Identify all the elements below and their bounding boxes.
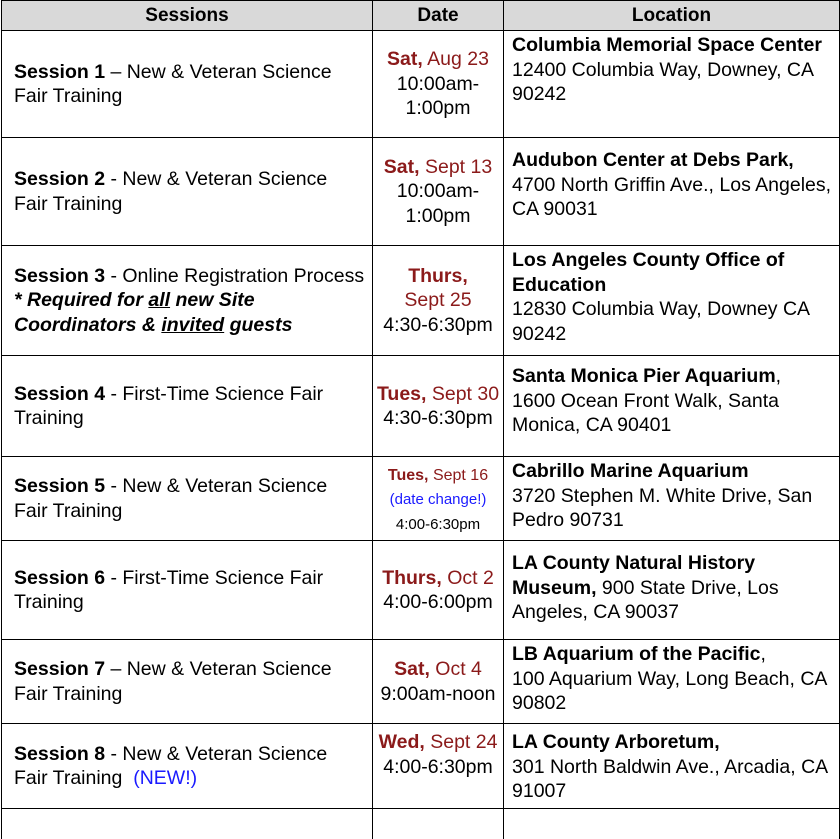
date-cell [373,356,504,457]
session-cell [2,457,373,541]
date-time: 10:00am-1:00pm [397,73,479,120]
new-tag: (NEW!) [133,767,197,789]
location-name: LA County Natural History Museum, [512,552,755,599]
date-day: Thurs, [382,567,442,589]
location-address: 900 State Drive, Los Angeles, CA 90037 [512,577,779,624]
session-number: Session 8 [14,743,105,765]
date-month: Sept 13 [420,156,493,178]
location-name-suffix: , [776,365,781,387]
session-description: - New & Veteran Science Fair Training [14,168,327,215]
header-date: Date [373,1,504,31]
trailing-cell [373,809,504,839]
date-cell [373,31,504,138]
required-note-all: all [148,289,170,311]
date-change-note: (date change!) [390,491,487,508]
session-row-7 [2,640,840,724]
location-name: LA County Arboretum, [512,731,720,753]
session-description: – New & Veteran Science Fair Training [14,658,332,705]
location-cell [504,138,840,246]
session-number: Session 7 [14,658,105,680]
required-note [14,289,292,336]
date-cell [373,138,504,246]
session-number: Session 1 [14,61,105,83]
session-description: - Online Registration Process [105,265,364,287]
session-row-6 [2,541,840,640]
header-location: Location [504,1,840,31]
date-day: Sat, [394,658,430,680]
location-address: 301 North Baldwin Ave., Arcadia, CA 91007 [512,756,827,803]
location-cell [504,356,840,457]
date-time: 9:00am-noon [381,683,496,705]
location-address: 4700 North Griffin Ave., Los Angeles, CA 90031 [512,174,831,221]
date-time: 4:00-6:30pm [396,516,480,533]
date-month: Aug 23 [423,48,489,70]
session-row-2 [2,138,840,246]
header-row [2,1,840,31]
required-note-text: * Required for [14,289,148,311]
location-name: Los Angeles County Office of Education [512,249,784,296]
date-cell [373,541,504,640]
session-row-5 [2,457,840,541]
date-time: 10:00am-1:00pm [397,180,479,227]
session-row-3 [2,246,840,356]
session-cell [2,246,373,356]
location-address: 3720 Stephen M. White Drive, San Pedro 90731 [512,485,812,532]
required-note-invited: invited [161,314,224,336]
session-cell [2,138,373,246]
session-cell [2,640,373,724]
date-time: 4:00-6:00pm [383,591,493,613]
session-number: Session 6 [14,567,105,589]
location-address: 12400 Columbia Way, Downey, CA 90242 [512,59,813,106]
trailing-row [2,809,840,839]
session-number: Session 5 [14,475,105,497]
location-cell [504,640,840,724]
location-name: Cabrillo Marine Aquarium [512,460,749,482]
session-number: Session 2 [14,168,105,190]
date-time: 4:30-6:30pm [383,314,493,336]
required-note-text: new Site Coordinators & [14,289,255,336]
location-address: 12830 Columbia Way, Downey CA 90242 [512,298,809,345]
date-cell [373,246,504,356]
date-day: Tues, [377,383,426,405]
date-month: Sept 16 [429,467,489,484]
sessions-table [1,0,840,839]
location-cell [504,541,840,640]
session-description: - First-Time Science Fair Training [14,567,323,614]
session-row-4 [2,356,840,457]
date-month: Sept 25 [404,289,471,311]
session-cell [2,31,373,138]
date-month: Oct 2 [442,567,494,589]
date-month: Sept 24 [425,731,498,753]
session-number: Session 4 [14,383,105,405]
location-name: LB Aquarium of the Pacific [512,643,760,665]
trailing-cell [2,809,373,839]
date-time: 4:30-6:30pm [383,407,493,429]
date-month: Oct 4 [430,658,482,680]
session-description: - New & Veteran Science Fair Training [14,743,333,790]
location-cell [504,724,840,809]
trailing-cell [504,809,840,839]
location-name: Columbia Memorial Space Center [512,34,822,56]
session-row-8 [2,724,840,809]
date-day: Sat, [384,156,420,178]
location-address: 1600 Ocean Front Walk, Santa Monica, CA 90401 [512,390,779,437]
session-row-1 [2,31,840,138]
required-note-text: guests [224,314,292,336]
date-cell [373,724,504,809]
date-cell [373,640,504,724]
date-month: Sept 30 [426,383,499,405]
date-day: Wed, [379,731,425,753]
header-sessions: Sessions [2,1,373,31]
location-name-suffix: , [760,643,765,665]
location-cell [504,457,840,541]
session-cell [2,541,373,640]
session-description: – New & Veteran Science Fair Training [14,61,332,108]
session-number: Session 3 [14,265,105,287]
date-day: Sat, [387,48,423,70]
location-cell [504,246,840,356]
date-day: Tues, [388,467,429,484]
location-name: Audubon Center at Debs Park, [512,149,794,171]
location-name: Santa Monica Pier Aquarium [512,365,776,387]
location-address: 100 Aquarium Way, Long Beach, CA 90802 [512,668,826,715]
date-day: Thurs, [408,265,468,287]
session-description: - New & Veteran Science Fair Training [14,475,327,522]
session-cell [2,724,373,809]
location-cell [504,31,840,138]
session-description: - First-Time Science Fair Training [14,383,323,430]
date-cell [373,457,504,541]
session-cell [2,356,373,457]
date-time: 4:00-6:30pm [383,756,493,778]
